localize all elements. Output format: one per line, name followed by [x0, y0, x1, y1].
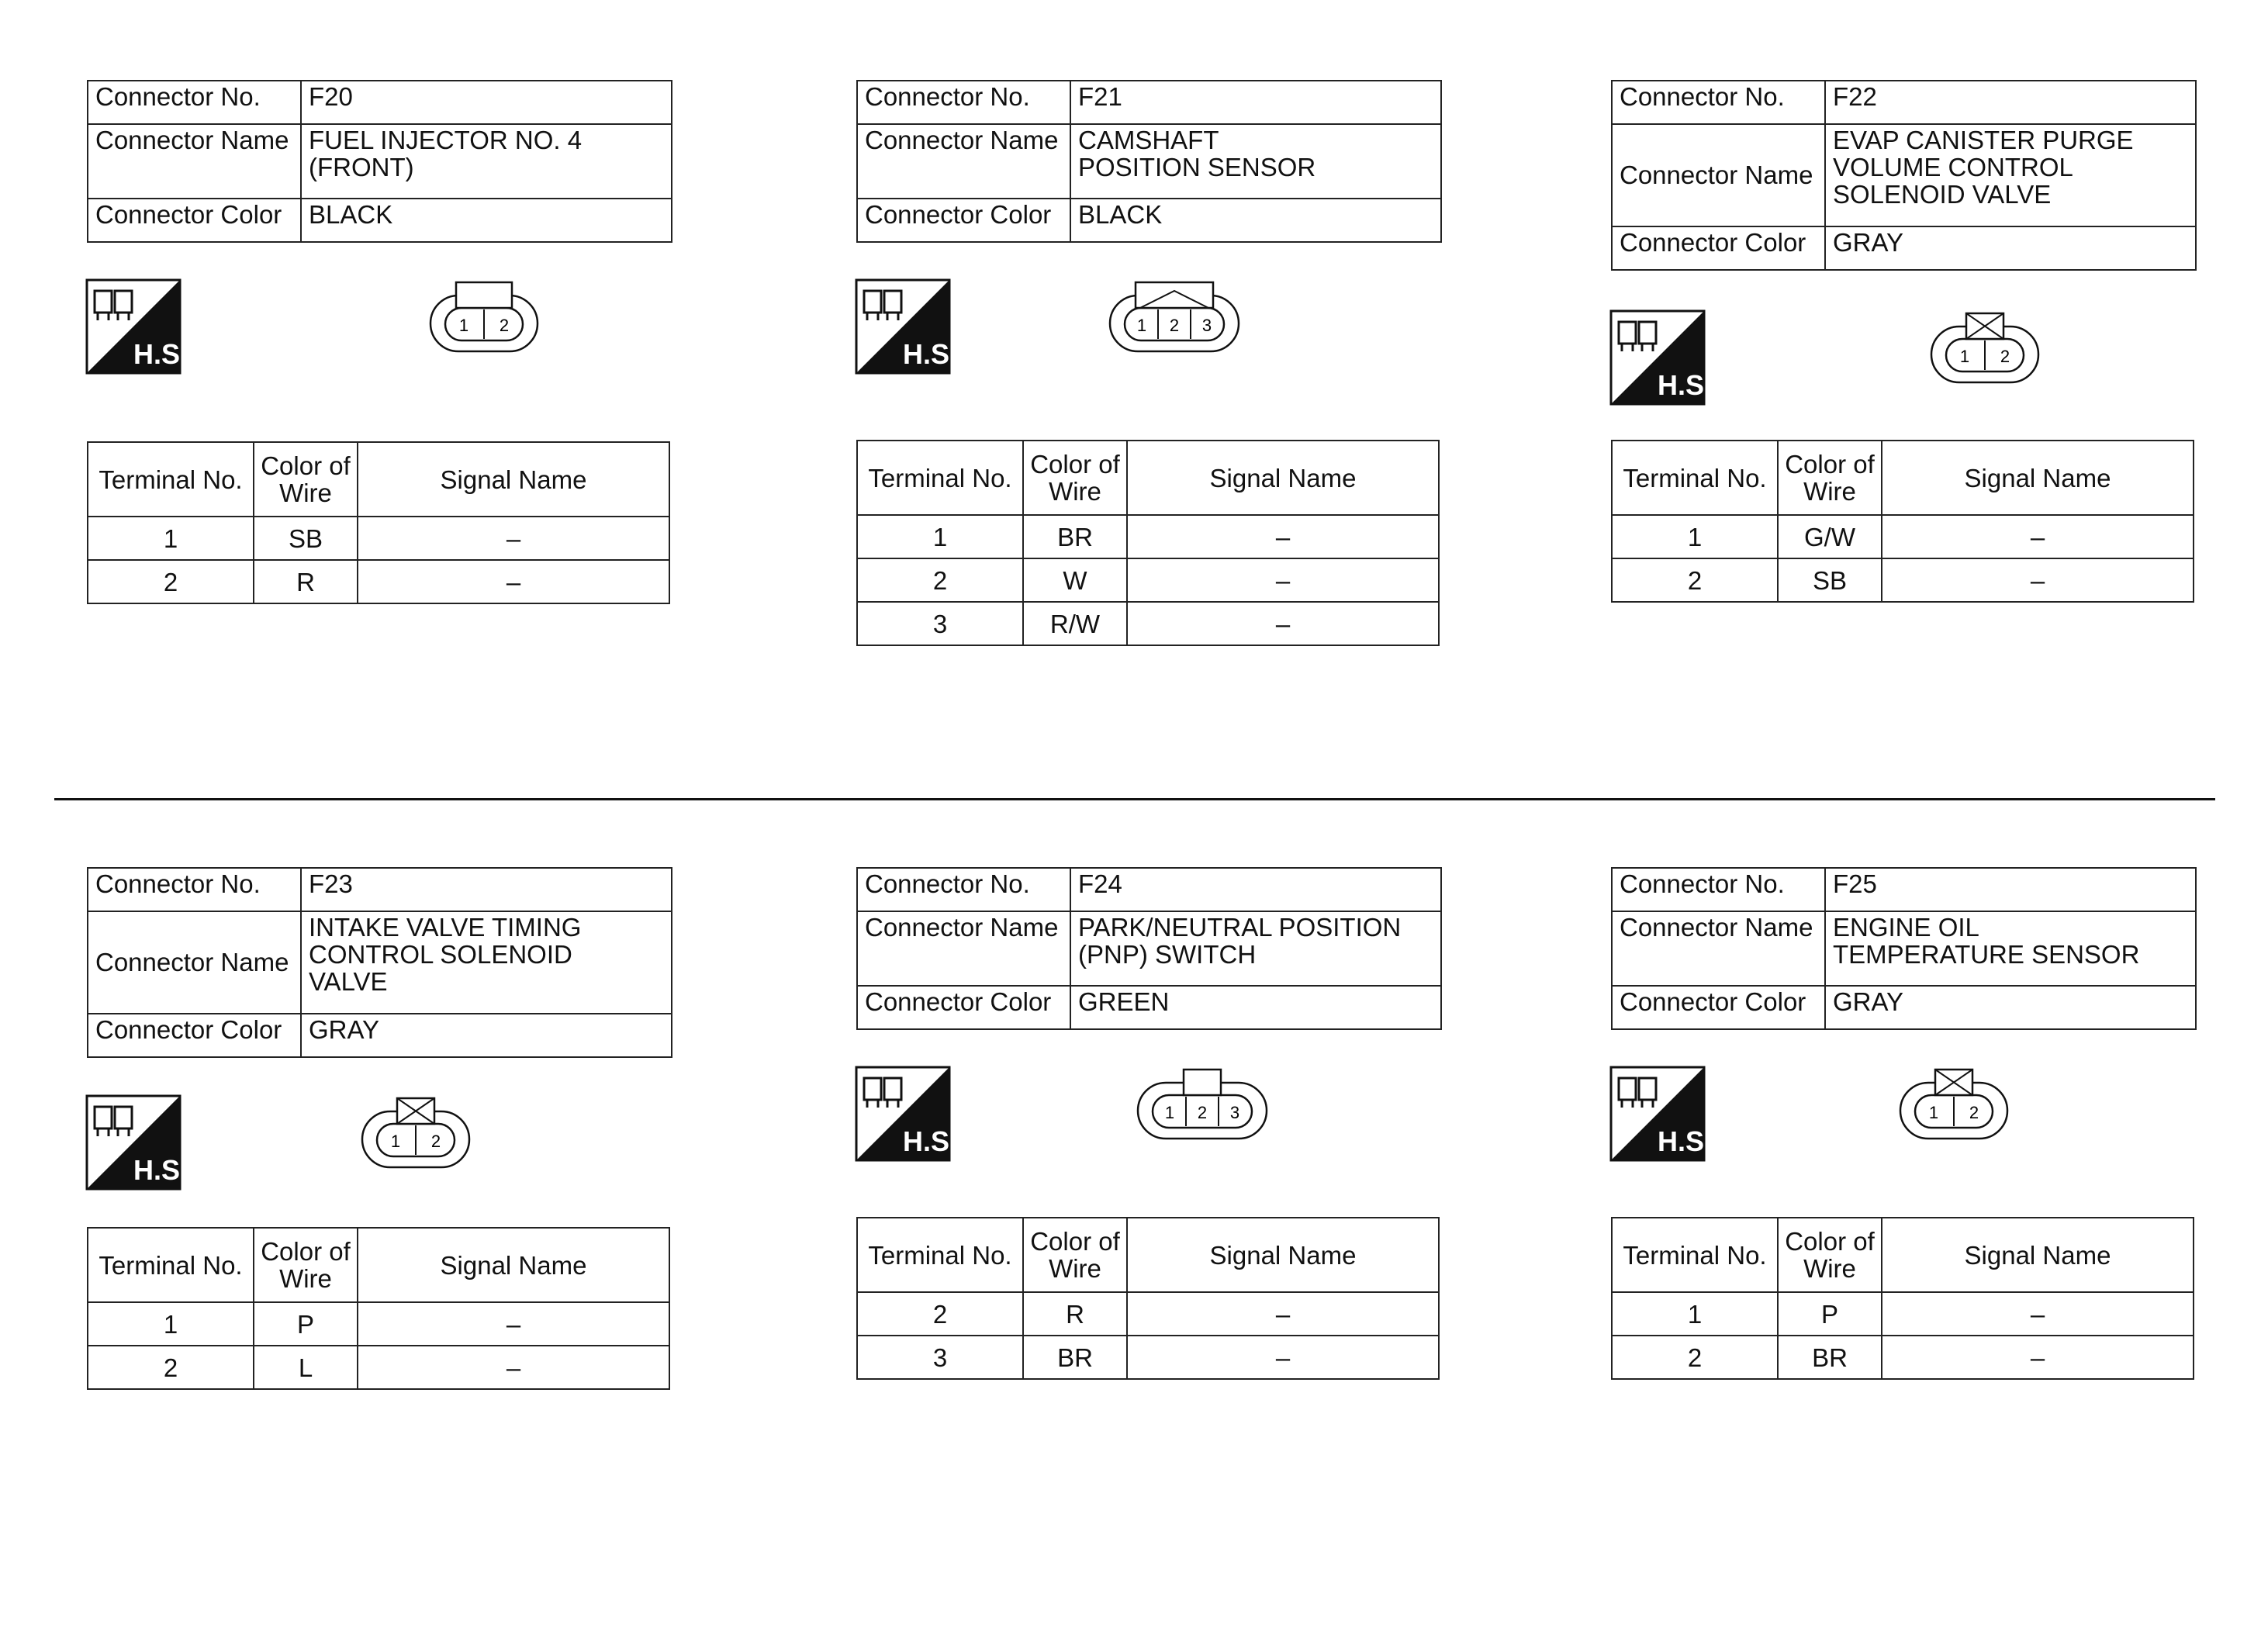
connector-no-label: Connector No. — [857, 81, 1070, 124]
connector-name-line: (PNP) SWITCH — [1078, 940, 1257, 969]
connector-info-table — [1611, 867, 2197, 1030]
signal-cell: – — [1882, 1292, 2194, 1336]
connector-color-label: Connector Color — [88, 1014, 301, 1057]
terminal-cell: 2 — [857, 558, 1023, 602]
connector-face-diagram — [1108, 280, 1241, 356]
signal-name-header: Signal Name — [1127, 1218, 1439, 1292]
terminal-cell: 1 — [1612, 1292, 1778, 1336]
color-of-wire-header: Color of Wire — [1023, 441, 1127, 515]
color-of-wire-header: Color of Wire — [1023, 1218, 1127, 1292]
signal-cell: – — [1127, 602, 1439, 645]
connector-block-f23 — [87, 867, 676, 1382]
connector-block-f20 — [87, 80, 676, 596]
connector-name-label: Connector Name — [1612, 124, 1825, 226]
table-row — [1612, 1292, 2194, 1336]
signal-cell: – — [1882, 515, 2194, 558]
table-row — [857, 1292, 1439, 1336]
signal-cell: – — [1127, 558, 1439, 602]
terminal-no-header: Terminal No. — [88, 442, 254, 517]
wire-color-cell: BR — [1778, 1336, 1882, 1379]
connector-name-line: VALVE — [309, 967, 388, 996]
terminal-cell: 2 — [1612, 558, 1778, 602]
connector-info-table — [1611, 80, 2197, 271]
terminal-cell: 2 — [1612, 1336, 1778, 1379]
signal-cell: – — [1882, 1336, 2194, 1379]
connector-name-line: SOLENOID VALVE — [1833, 180, 2052, 209]
connector-color-value: GREEN — [1070, 986, 1441, 1029]
terminal-cell: 1 — [88, 517, 254, 560]
connector-no-value: F22 — [1825, 81, 2196, 124]
wire-color-cell: P — [1778, 1292, 1882, 1336]
connector-color-label: Connector Color — [857, 986, 1070, 1029]
pin-label: 1 — [1928, 1103, 1939, 1122]
harness-side-icon — [856, 280, 958, 373]
color-of-wire-header: Color of Wire — [1778, 1218, 1882, 1292]
hs-label: H.S. — [133, 338, 188, 370]
signal-cell: – — [1127, 1336, 1439, 1379]
connector-color-label: Connector Color — [88, 199, 301, 242]
connector-color-value: GRAY — [301, 1014, 672, 1057]
harness-side-icon — [1611, 1067, 1713, 1160]
table-row — [857, 515, 1439, 558]
connector-info-table — [87, 80, 672, 243]
terminal-table — [87, 441, 670, 604]
connector-face-diagram — [1929, 311, 2041, 387]
terminal-cell: 2 — [88, 560, 254, 603]
connector-color-value: BLACK — [301, 199, 672, 242]
signal-name-header: Signal Name — [1127, 441, 1439, 515]
wire-color-cell: R/W — [1023, 602, 1127, 645]
pin-label: 2 — [499, 316, 510, 335]
terminal-table — [856, 1217, 1440, 1380]
terminal-no-header: Terminal No. — [857, 1218, 1023, 1292]
pin-label: 2 — [1969, 1103, 1979, 1122]
connector-name-label: Connector Name — [857, 124, 1070, 199]
connector-name-line: CONTROL SOLENOID — [309, 940, 572, 969]
pin-label: 1 — [1136, 316, 1147, 335]
harness-side-icon — [856, 1067, 958, 1160]
connector-face-diagram — [1136, 1067, 1269, 1143]
connector-name-value — [1070, 911, 1441, 986]
signal-cell: – — [1127, 1292, 1439, 1336]
connector-info-table — [856, 867, 1442, 1030]
connector-block-f22 — [1611, 80, 2200, 595]
connector-color-value: GRAY — [1825, 986, 2196, 1029]
signal-cell: – — [358, 517, 669, 560]
section-divider — [54, 798, 2215, 800]
terminal-table — [856, 440, 1440, 646]
connector-name-line: VOLUME CONTROL — [1833, 153, 2073, 181]
table-row — [857, 1336, 1439, 1379]
terminal-table — [1611, 1217, 2194, 1380]
pin-label: 2 — [1197, 1103, 1208, 1122]
connector-no-label: Connector No. — [857, 868, 1070, 911]
color-of-wire-header: Color of Wire — [254, 1228, 358, 1302]
harness-side-icon — [1611, 311, 1713, 404]
connector-name-line: (FRONT) — [309, 153, 414, 181]
connector-name-line: PARK/NEUTRAL POSITION — [1078, 913, 1402, 942]
wire-color-cell: SB — [254, 517, 358, 560]
pin-label: 3 — [1201, 316, 1212, 335]
terminal-cell: 1 — [857, 515, 1023, 558]
signal-cell: – — [358, 560, 669, 603]
signal-name-header: Signal Name — [358, 442, 669, 517]
signal-cell: – — [358, 1302, 669, 1346]
connector-name-value — [1825, 124, 2196, 226]
wire-color-cell: R — [254, 560, 358, 603]
connector-color-value: GRAY — [1825, 226, 2196, 270]
pin-label: 2 — [1169, 316, 1180, 335]
table-row — [88, 1346, 669, 1389]
table-row — [1612, 558, 2194, 602]
connector-name-line: CAMSHAFT — [1078, 126, 1219, 154]
connector-no-value: F24 — [1070, 868, 1441, 911]
wire-color-cell: BR — [1023, 1336, 1127, 1379]
connector-no-value: F20 — [301, 81, 672, 124]
connector-name-label: Connector Name — [88, 124, 301, 199]
connector-block-f21 — [856, 80, 1446, 638]
connector-name-line: ENGINE OIL — [1833, 913, 1979, 942]
terminal-cell: 1 — [88, 1302, 254, 1346]
signal-name-header: Signal Name — [1882, 1218, 2194, 1292]
terminal-no-header: Terminal No. — [88, 1228, 254, 1302]
connector-face-diagram — [1898, 1067, 2010, 1143]
table-row — [88, 517, 669, 560]
connector-name-line: FUEL INJECTOR NO. 4 — [309, 126, 583, 154]
signal-name-header: Signal Name — [358, 1228, 669, 1302]
wire-color-cell: P — [254, 1302, 358, 1346]
connector-no-value: F25 — [1825, 868, 2196, 911]
connector-info-table — [87, 867, 672, 1058]
connector-name-line: INTAKE VALVE TIMING — [309, 913, 582, 942]
table-row — [88, 1302, 669, 1346]
connector-color-value: BLACK — [1070, 199, 1441, 242]
connector-no-label: Connector No. — [88, 868, 301, 911]
connector-block-f24 — [856, 867, 1446, 1372]
table-row — [857, 558, 1439, 602]
terminal-table — [1611, 440, 2194, 603]
connector-info-table — [856, 80, 1442, 243]
hs-label: H.S. — [133, 1154, 188, 1186]
connector-no-label: Connector No. — [1612, 81, 1825, 124]
connector-name-value — [1825, 911, 2196, 986]
terminal-cell: 2 — [88, 1346, 254, 1389]
wire-color-cell: W — [1023, 558, 1127, 602]
connector-no-value: F21 — [1070, 81, 1441, 124]
wire-color-cell: BR — [1023, 515, 1127, 558]
table-row — [1612, 515, 2194, 558]
hs-label: H.S. — [1658, 369, 1713, 401]
connector-name-value — [301, 124, 672, 199]
table-row — [88, 560, 669, 603]
terminal-cell: 3 — [857, 1336, 1023, 1379]
wire-color-cell: R — [1023, 1292, 1127, 1336]
table-row — [1612, 1336, 2194, 1379]
connector-name-value — [301, 911, 672, 1014]
color-of-wire-header: Color of Wire — [1778, 441, 1882, 515]
connector-name-line: TEMPERATURE SENSOR — [1833, 940, 2140, 969]
connector-color-label: Connector Color — [1612, 986, 1825, 1029]
connector-no-value: F23 — [301, 868, 672, 911]
connector-face-diagram — [360, 1096, 472, 1172]
terminal-cell: 1 — [1612, 515, 1778, 558]
color-of-wire-header: Color of Wire — [254, 442, 358, 517]
terminal-no-header: Terminal No. — [857, 441, 1023, 515]
signal-cell: – — [1127, 515, 1439, 558]
pin-label: 3 — [1229, 1103, 1240, 1122]
connector-no-label: Connector No. — [1612, 868, 1825, 911]
terminal-cell: 2 — [857, 1292, 1023, 1336]
terminal-cell: 3 — [857, 602, 1023, 645]
connector-name-label: Connector Name — [857, 911, 1070, 986]
table-row — [857, 602, 1439, 645]
pin-label: 1 — [390, 1132, 401, 1151]
terminal-table — [87, 1227, 670, 1390]
pin-label: 2 — [430, 1132, 441, 1151]
connector-color-label: Connector Color — [1612, 226, 1825, 270]
connector-name-value — [1070, 124, 1441, 199]
connector-name-label: Connector Name — [88, 911, 301, 1014]
harness-side-icon — [87, 1096, 188, 1189]
hs-label: H.S. — [1658, 1125, 1713, 1157]
wire-color-cell: G/W — [1778, 515, 1882, 558]
connector-name-line: POSITION SENSOR — [1078, 153, 1316, 181]
signal-cell: – — [358, 1346, 669, 1389]
hs-label: H.S. — [903, 338, 958, 370]
pin-label: 2 — [2000, 347, 2010, 366]
connector-color-label: Connector Color — [857, 199, 1070, 242]
terminal-no-header: Terminal No. — [1612, 1218, 1778, 1292]
pin-label: 1 — [458, 316, 469, 335]
connector-no-label: Connector No. — [88, 81, 301, 124]
wire-color-cell: L — [254, 1346, 358, 1389]
signal-name-header: Signal Name — [1882, 441, 2194, 515]
wire-color-cell: SB — [1778, 558, 1882, 602]
connector-name-line: EVAP CANISTER PURGE — [1833, 126, 2134, 154]
pin-label: 1 — [1164, 1103, 1175, 1122]
terminal-no-header: Terminal No. — [1612, 441, 1778, 515]
signal-cell: – — [1882, 558, 2194, 602]
pin-label: 1 — [1959, 347, 1970, 366]
connector-block-f25 — [1611, 867, 2200, 1372]
hs-label: H.S. — [903, 1125, 958, 1157]
harness-side-icon — [87, 280, 188, 373]
connector-name-label: Connector Name — [1612, 911, 1825, 986]
connector-face-diagram — [428, 280, 540, 356]
